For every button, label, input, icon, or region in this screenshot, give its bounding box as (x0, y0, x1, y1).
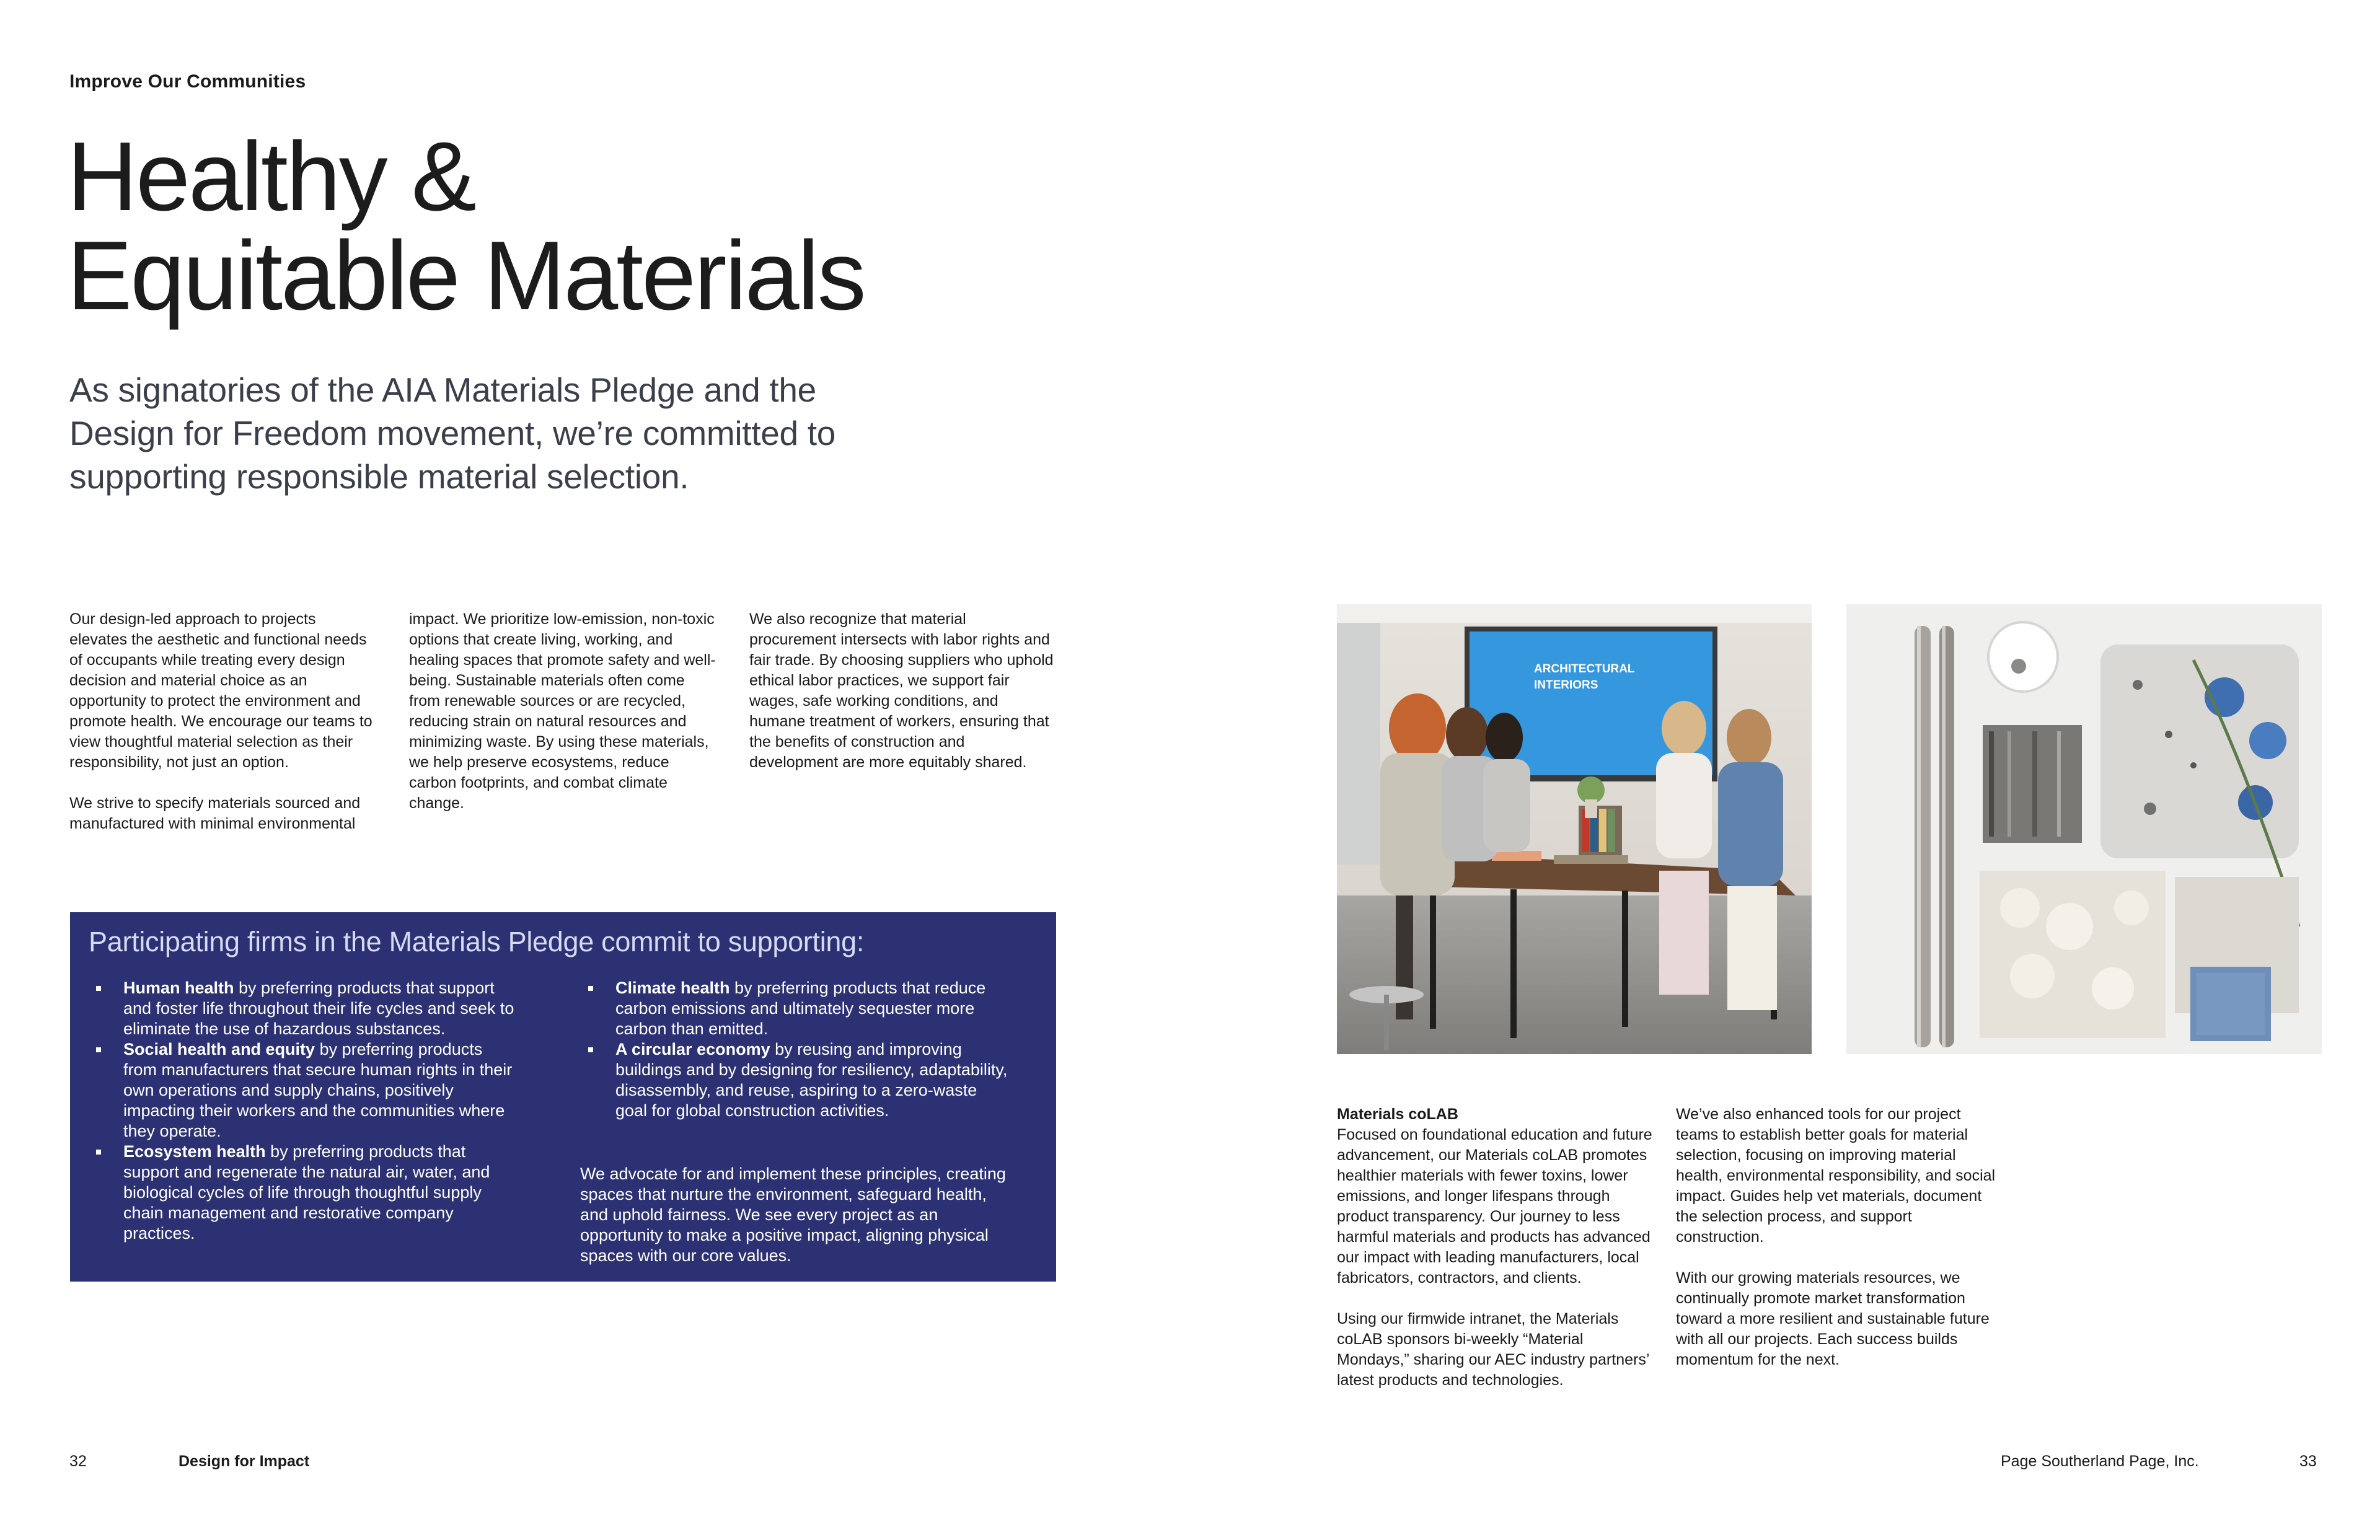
pledge-heading: Participating firms in the Materials Pledge commit to supporting: (89, 926, 865, 957)
section-eyebrow: Improve Our Communities (69, 71, 306, 92)
intro-column-1 (69, 609, 376, 855)
team-meeting-illustration (1337, 604, 1812, 1054)
page-number-left: 32 (69, 1453, 87, 1470)
pledge-item-term: Climate health (615, 979, 730, 997)
intro-column-3 (749, 609, 1056, 793)
page-number-right: 33 (2299, 1453, 2317, 1470)
pledge-item-text: by preferring products that reduce carbon emissions and ultimately sequester more carbon than emitted. (615, 979, 986, 1038)
company-name: Page Southerland Page, Inc. (2001, 1453, 2199, 1470)
pledge-closing-paragraph: We advocate for and implement these principles, creating spaces that nurture the environment, safeguard health, and uphold fairness. We see every project as an opportunity to make a positive impact, aligning physical spaces with our core values. (580, 1164, 1006, 1265)
intro-paragraph: We strive to specify materials sourced and manufactured with minimal environmental (69, 794, 361, 832)
pledge-list-left (123, 978, 520, 1244)
pledge-item (615, 1039, 1012, 1121)
lede-paragraph: As signatories of the AIA Materials Pledge and the Design for Freedom movement, we’re committed to supporting responsible material selection. (69, 371, 836, 496)
material-samples-photo (1846, 604, 2322, 1054)
pledge-item-term: Ecosystem health (123, 1142, 266, 1161)
pledge-item-text: by preferring products from manufacturers that secure human rights in their own operations and supply chains, positively impacting their workers and the communities where they operate. (123, 1040, 513, 1140)
intro-paragraph: Our design-led approach to projects elevates the aesthetic and functional needs of occupants while treating every design decision and material choice as an opportunity to protect the environment and promote health. We encourage our teams to view thoughtful material selection as their responsibility, not just an option. (69, 610, 372, 771)
colab-paragraph: We’ve also enhanced tools for our project teams to establish better goals for material selection, focusing on improving material health, environmental responsibility, and social impact. Guides help vet materials, document the selection process, and support construction. (1676, 1106, 1996, 1246)
team-meeting-photo (1337, 604, 1812, 1054)
colab-paragraph: Focused on foundational education and future advancement, our Materials coLAB promotes healthier materials with fewer toxins, lower emissions, and longer lifespans through product transparency. Our journey to less harmful materials and products has advanced our impact with leading manufacturers, local fabricators, contractors, and clients. (1337, 1126, 1652, 1287)
material-samples-illustration (1846, 604, 2322, 1054)
pledge-item-text: by reusing and improving buildings and by designing for resiliency, adaptability, disassembly, and reuse, aspiring to a zero-waste goal for global construction activities. (615, 1040, 1008, 1120)
page-title-line-1: Healthy & (67, 122, 475, 231)
page-title (67, 122, 865, 330)
intro-column-2 (409, 609, 719, 834)
pledge-item (123, 1142, 520, 1244)
intro-paragraph: We also recognize that material procurement intersects with labor rights and fair trade. By choosing suppliers who uphold ethical labor practices, we support fair wages, safe working conditions, and humane treatment of workers, ensuring that the benefits of construction and development are more equitably shared. (749, 610, 1054, 771)
publication-name: Design for Impact (178, 1453, 310, 1470)
pledge-item (615, 978, 1012, 1039)
colab-column-2 (1676, 1104, 1998, 1391)
pledge-item-term: Human health (123, 979, 234, 997)
pledge-item (123, 1039, 520, 1142)
pledge-item (123, 978, 520, 1039)
colab-heading: Materials coLAB (1337, 1106, 1458, 1123)
intro-paragraph: impact. We prioritize low-emission, non-toxic options that create living, working, and healing spaces that promote safety and well-being. Sustainable materials often come from renewable sources or are recycled, reducing strain on natural resources and minimizing waste. By using these materials, we help preserve ecosystems, reduce carbon footprints, and combat climate change. (409, 610, 716, 812)
pledge-list-right (615, 978, 1012, 1121)
colab-column-1 (1337, 1125, 1659, 1411)
pledge-item-text: by preferring products that support and regenerate the natural air, water, and biological cycles of life through thoughtful supply chain management and restorative company practices. (123, 1142, 490, 1243)
screen-text-line-1: ARCHITECTURAL (1534, 662, 1635, 675)
colab-paragraph: With our growing materials resources, we continually promote market transformation toward a more resilient and sustainable future with all our projects. Each success builds momentum for the next. (1676, 1269, 1990, 1368)
pledge-item-term: Social health and equity (123, 1040, 315, 1058)
pledge-item-text: by preferring products that support and foster life throughout their life cycles and seek to eliminate the use of hazardous substances. (123, 979, 514, 1038)
screen-text-line-2: INTERIORS (1534, 679, 1598, 692)
pledge-item-term: A circular economy (615, 1040, 770, 1058)
colab-paragraph: Using our firmwide intranet, the Materials coLAB sponsors bi-weekly “Material Mondays,” sharing our AEC industry partners’ latest products and technologies. (1337, 1310, 1649, 1389)
page-title-line-2: Equitable Materials (67, 221, 865, 330)
materials-pledge-callout (70, 912, 1056, 1282)
